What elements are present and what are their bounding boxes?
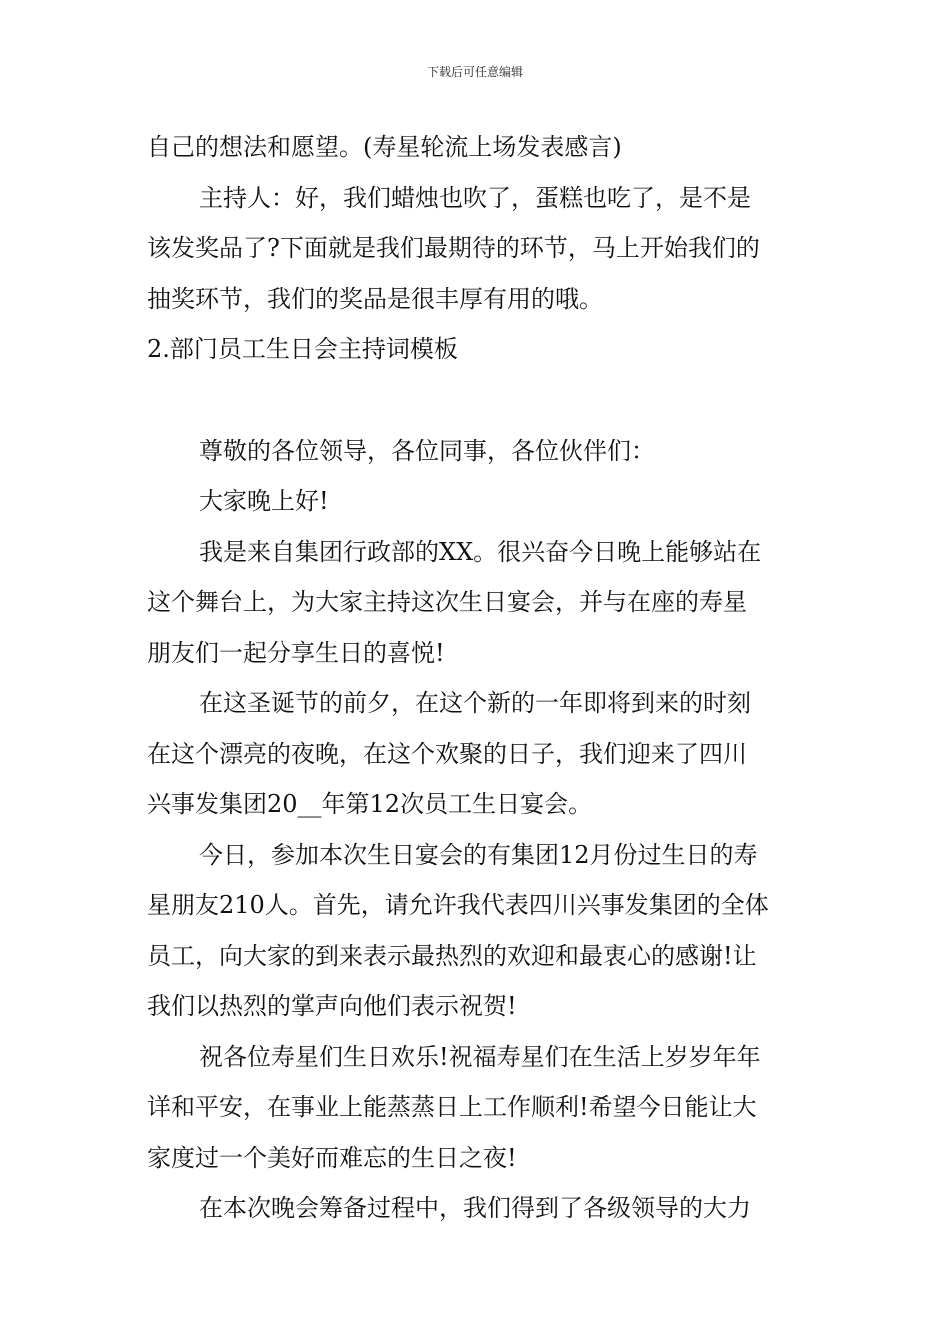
- text-line: 在本次晚会筹备过程中，我们得到了各级领导的大力: [199, 1194, 751, 1222]
- text-line: 在这圣诞节的前夕，在这个新的一年即将到来的时刻: [199, 689, 751, 717]
- text-line: 星朋友210人。首先，请允许我代表四川兴事发集团的全体: [147, 891, 769, 919]
- text-line: 大家晚上好!: [199, 487, 329, 515]
- section-heading: 2.部门员工生日会主持词模板: [147, 335, 458, 363]
- text-line: 尊敬的各位领导，各位同事，各位伙伴们：: [199, 436, 655, 465]
- text-line: 自己的想法和愿望。(寿星轮流上场发表感言): [147, 133, 622, 161]
- text-line: 我们以热烈的掌声向他们表示祝贺!: [147, 992, 517, 1020]
- text-line: 员工，向大家的到来表示最热烈的欢迎和最衷心的感谢!让: [147, 941, 757, 970]
- text-line: 朋友们一起分享生日的喜悦!: [147, 638, 445, 667]
- page-header: 下载后可任意编辑: [426, 65, 523, 79]
- text-line: 主持人：好，我们蜡烛也吹了，蛋糕也吃了，是不是: [199, 183, 751, 212]
- blank-line: [147, 375, 807, 426]
- text-line: 这个舞台上，为大家主持这次生日宴会，并与在座的寿星: [147, 588, 747, 616]
- text-line: 家度过一个美好而难忘的生日之夜!: [147, 1143, 517, 1172]
- text-line: 该发奖品了?下面就是我们最期待的环节，马上开始我们的: [147, 234, 760, 262]
- text-line: 在这个漂亮的夜晚，在这个欢聚的日子，我们迎来了四川: [147, 739, 747, 768]
- text-line: 详和平安，在事业上能蒸蒸日上工作顺利!希望今日能让大: [147, 1093, 757, 1121]
- text-line: 我是来自集团行政部的XX。很兴奋今日晚上能够站在: [199, 537, 762, 566]
- text-line: 祝各位寿星们生日欢乐!祝福寿星们在生活上岁岁年年: [199, 1042, 761, 1071]
- text-line: 抽奖环节，我们的奖品是很丰厚有用的哦。: [147, 284, 603, 313]
- text-line: 今日，参加本次生日宴会的有集团12月份过生日的寿: [199, 840, 758, 869]
- text-line: 兴事发集团20__年第12次员工生日宴会。: [147, 790, 593, 818]
- document-body: [147, 122, 807, 1234]
